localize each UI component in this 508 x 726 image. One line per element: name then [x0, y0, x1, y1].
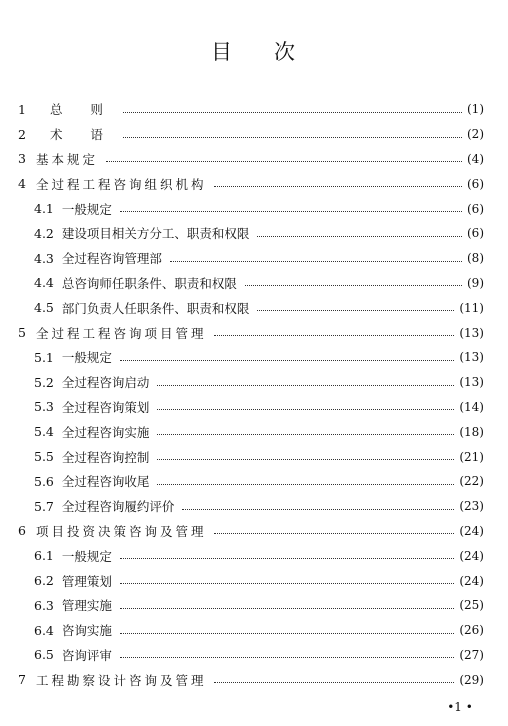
toc-entry-number: 5.2 — [34, 374, 54, 390]
toc-entry-title: 术 语 — [49, 127, 115, 143]
toc-entry[interactable] — [18, 171, 484, 196]
toc-entry-page: (1) — [467, 102, 484, 117]
toc-entry-number: 5.6 — [34, 473, 54, 489]
toc-entry-title: 全过程工程咨询组织机构 — [35, 176, 207, 192]
toc-dot-leader — [123, 137, 462, 138]
toc-entry-page: (21) — [459, 449, 484, 464]
toc-entry-page: (11) — [459, 300, 484, 315]
toc-entry-number: 4.4 — [34, 275, 54, 291]
toc-entry-title: 一般规定 — [61, 201, 112, 217]
toc-entry-page: (2) — [467, 127, 484, 142]
toc-entry-number: 7 — [18, 672, 26, 688]
toc-entry[interactable] — [18, 147, 484, 172]
toc-entry-page: (6) — [467, 176, 484, 191]
toc-entry-page: (14) — [459, 399, 484, 414]
toc-entry-title: 部门负责人任职条件、职责和权限 — [61, 300, 250, 316]
toc-entry-page: (22) — [459, 474, 484, 489]
toc-entry-page: (29) — [459, 672, 484, 687]
toc-dot-leader — [157, 409, 454, 410]
toc-entry-number: 4.1 — [34, 201, 54, 217]
toc-dot-leader — [214, 335, 454, 336]
toc-entry-number: 6.1 — [34, 548, 54, 564]
toc-entry[interactable] — [18, 221, 484, 246]
toc-entry-title: 管理策划 — [61, 573, 112, 589]
toc-dot-leader — [214, 533, 454, 534]
toc-entry-number: 5 — [18, 325, 26, 341]
toc-entry-title: 一般规定 — [61, 350, 112, 366]
toc-entry-page: (25) — [459, 598, 484, 613]
toc-entry-number: 6.2 — [34, 573, 54, 589]
toc-entry-page: (18) — [459, 424, 484, 439]
toc-entry-number: 1 — [18, 101, 26, 117]
toc-dot-leader — [214, 682, 454, 683]
toc-entry-title: 全过程咨询控制 — [61, 449, 150, 465]
toc-entry-page: (23) — [459, 499, 484, 514]
toc-entry-number: 4.2 — [34, 225, 54, 241]
toc-entry-page: (9) — [467, 275, 484, 290]
toc-entry[interactable] — [18, 494, 484, 519]
toc-entry[interactable] — [18, 97, 484, 122]
toc-dot-leader — [120, 633, 454, 634]
toc-entry[interactable] — [18, 469, 484, 494]
toc-dot-leader — [157, 385, 454, 386]
toc-entry-title: 全过程工程咨询项目管理 — [35, 325, 207, 341]
toc-entry[interactable] — [18, 667, 484, 692]
toc-entry-number: 5.7 — [34, 498, 54, 514]
toc-dot-leader — [157, 434, 454, 435]
toc-entry-number: 5.1 — [34, 349, 54, 365]
toc-entry-title: 项目投资决策咨询及管理 — [35, 523, 207, 539]
toc-entry-title: 总 则 — [49, 102, 115, 118]
table-of-contents — [18, 97, 484, 692]
toc-entry-title: 全过程咨询管理部 — [61, 251, 162, 267]
toc-entry-title: 一般规定 — [61, 548, 112, 564]
toc-entry-page: (24) — [459, 548, 484, 563]
toc-dot-leader — [123, 112, 462, 113]
toc-entry-title: 全过程咨询履约评价 — [61, 499, 175, 515]
toc-entry-number: 2 — [18, 126, 26, 142]
toc-entry-title: 管理实施 — [61, 598, 112, 614]
toc-entry[interactable] — [18, 271, 484, 296]
toc-entry-page: (13) — [459, 350, 484, 365]
toc-dot-leader — [157, 484, 454, 485]
toc-dot-leader — [257, 236, 462, 237]
page-title — [0, 36, 508, 66]
toc-entry-title: 全过程咨询收尾 — [61, 474, 150, 490]
toc-entry-number: 3 — [18, 151, 26, 167]
toc-entry[interactable] — [18, 543, 484, 568]
toc-dot-leader — [120, 360, 454, 361]
toc-dot-leader — [120, 657, 454, 658]
toc-entry-page: (6) — [467, 226, 484, 241]
toc-entry-number: 4.5 — [34, 300, 54, 316]
toc-entry-page: (26) — [459, 623, 484, 638]
toc-entry-page: (27) — [459, 647, 484, 662]
toc-entry[interactable] — [18, 295, 484, 320]
toc-entry[interactable] — [18, 196, 484, 221]
toc-entry[interactable] — [18, 345, 484, 370]
page-number: •1 • — [447, 700, 473, 714]
toc-entry-number: 5.3 — [34, 399, 54, 415]
toc-dot-leader — [106, 161, 462, 162]
toc-entry-title: 基本规定 — [35, 151, 98, 167]
toc-entry-title: 全过程咨询启动 — [61, 375, 150, 391]
toc-dot-leader — [120, 583, 454, 584]
toc-entry-page: (13) — [459, 375, 484, 390]
toc-dot-leader — [245, 285, 462, 286]
toc-entry-title: 工程勘察设计咨询及管理 — [35, 672, 207, 688]
toc-entry-page: (24) — [459, 523, 484, 538]
toc-entry-number: 6.3 — [34, 597, 54, 613]
toc-entry-page: (13) — [459, 325, 484, 340]
toc-entry[interactable] — [18, 246, 484, 271]
toc-entry-page: (6) — [467, 201, 484, 216]
toc-entry-page: (24) — [459, 573, 484, 588]
toc-entry[interactable] — [18, 122, 484, 147]
title-right-char: 次 — [274, 40, 297, 65]
toc-entry-page: (4) — [467, 151, 484, 166]
toc-entry-title: 咨询实施 — [61, 623, 112, 639]
toc-entry[interactable] — [18, 320, 484, 345]
toc-entry-title: 全过程咨询策划 — [61, 399, 150, 415]
toc-entry[interactable] — [18, 643, 484, 668]
toc-entry-title: 总咨询师任职条件、职责和权限 — [61, 275, 237, 291]
toc-entry[interactable] — [18, 395, 484, 420]
toc-entry-title: 全过程咨询实施 — [61, 424, 150, 440]
toc-entry-page: (8) — [467, 251, 484, 266]
toc-dot-leader — [157, 459, 454, 460]
toc-entry-number: 4.3 — [34, 250, 54, 266]
toc-entry-number: 4 — [18, 176, 26, 192]
title-left-char: 目 — [211, 40, 234, 65]
toc-entry-number: 6.4 — [34, 622, 54, 638]
toc-entry-number: 5.5 — [34, 449, 54, 465]
toc-dot-leader — [170, 261, 462, 262]
toc-entry-title: 建设项目相关方分工、职责和权限 — [61, 226, 250, 242]
toc-entry[interactable] — [18, 593, 484, 618]
toc-dot-leader — [120, 608, 454, 609]
toc-dot-leader — [182, 509, 454, 510]
toc-entry-title: 咨询评审 — [61, 647, 112, 663]
toc-entry-number: 6.5 — [34, 647, 54, 663]
toc-dot-leader — [257, 310, 454, 311]
toc-entry[interactable] — [18, 370, 484, 395]
toc-entry[interactable] — [18, 419, 484, 444]
toc-entry[interactable] — [18, 568, 484, 593]
toc-entry[interactable] — [18, 444, 484, 469]
toc-dot-leader — [120, 211, 462, 212]
toc-dot-leader — [214, 186, 462, 187]
toc-entry-number: 5.4 — [34, 424, 54, 440]
toc-entry-number: 6 — [18, 523, 26, 539]
toc-dot-leader — [120, 558, 454, 559]
toc-entry[interactable] — [18, 618, 484, 643]
toc-entry[interactable] — [18, 519, 484, 544]
